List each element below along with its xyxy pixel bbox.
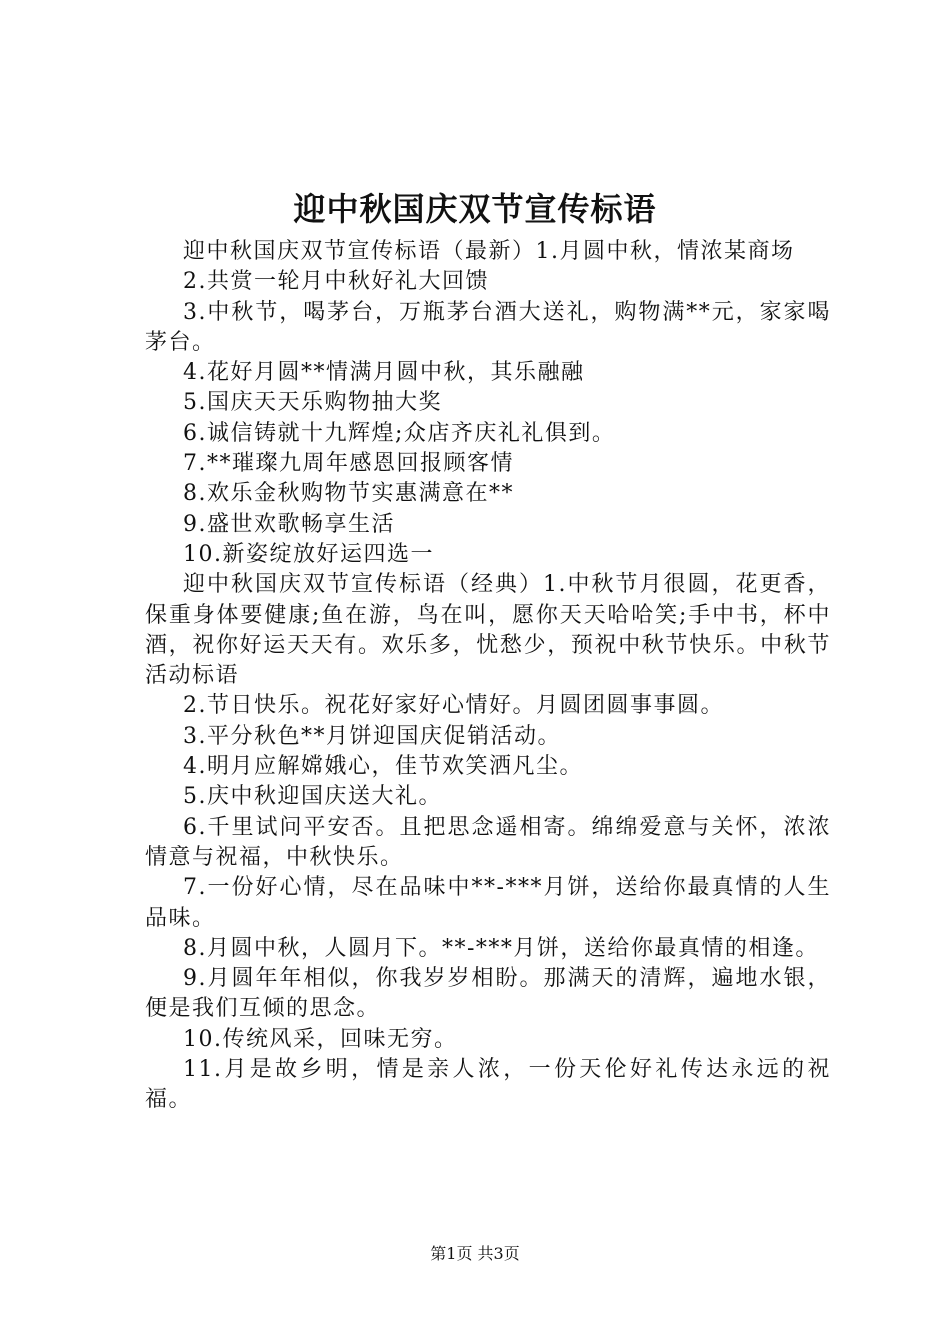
paragraph: 9.月圆年年相似，你我岁岁相盼。那满天的清辉，遍地水银，便是我们互倾的思念。	[145, 966, 831, 1022]
paragraph: 迎中秋国庆双节宣传标语（经典）1.中秋节月很圆，花更香，保重身体要健康;鱼在游，鸟在叫，愿你天天哈哈笑;手中书，杯中酒，祝你好运天天有。欢乐多，忧愁少，预祝中秋节快乐。中秋节活动标语	[145, 572, 831, 689]
paragraph: 5.国庆天天乐购物抽大奖	[183, 390, 442, 416]
paragraph: 11.月是故乡明，情是亲人浓，一份天伦好礼传达永远的祝福。	[145, 1057, 831, 1113]
paragraph: 5.庆中秋迎国庆送大礼。	[183, 784, 442, 810]
page-footer: 第1页 共3页	[430, 1244, 520, 1263]
paragraph: 3.中秋节，喝茅台，万瓶茅台酒大送礼，购物满**元，家家喝茅台。	[145, 299, 831, 355]
paragraph: 10.新姿绽放好运四选一	[183, 541, 434, 567]
paragraph: 9.盛世欢歌畅享生活	[183, 511, 395, 537]
paragraph: 迎中秋国庆双节宣传标语（最新）1.月圆中秋，情浓某商场	[183, 239, 795, 264]
paragraph: 8.月圆中秋，人圆月下。**-***月饼，送给你最真情的相逢。	[183, 935, 819, 961]
paragraph: 3.平分秋色**月饼迎国庆促销活动。	[183, 723, 561, 749]
document-title: 迎中秋国庆双节宣传标语	[293, 190, 657, 228]
paragraph: 7.**璀璨九周年感恩回报顾客情	[183, 451, 514, 477]
paragraph: 2.共赏一轮月中秋好礼大回馈	[183, 269, 489, 295]
paragraph: 7.一份好心情，尽在品味中**-***月饼，送给你最真情的人生品味。	[145, 875, 831, 931]
paragraph: 10.传统风采，回味无穷。	[183, 1026, 458, 1052]
paragraph: 2.节日快乐。祝花好家好心情好。月圆团圆事事圆。	[183, 693, 724, 719]
paragraph: 6.千里试问平安否。且把思念遥相寄。绵绵爱意与关怀，浓浓情意与祝福，中秋快乐。	[145, 814, 831, 870]
paragraph: 6.诚信铸就十九辉煌;众店齐庆礼礼俱到。	[183, 420, 616, 446]
paragraph: 8.欢乐金秋购物节实惠满意在**	[183, 481, 514, 507]
paragraph: 4.花好月圆**情满月圆中秋，其乐融融	[183, 360, 585, 386]
document-body	[145, 237, 831, 1116]
paragraph: 4.明月应解嫦娥心，佳节欢笑洒凡尘。	[183, 754, 583, 780]
